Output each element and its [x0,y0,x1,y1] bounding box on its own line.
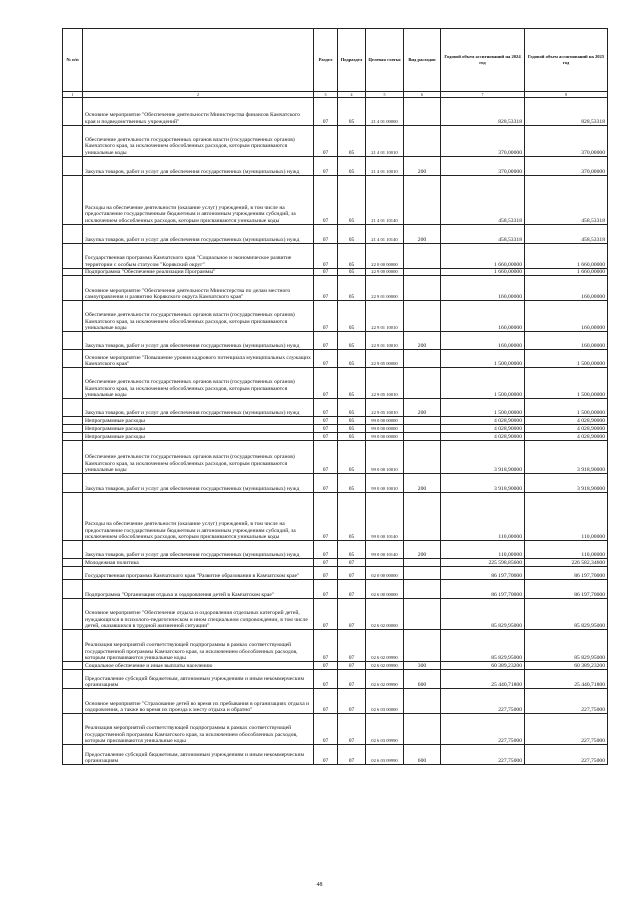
subsection-cell: 07 [338,580,366,599]
expense-type-cell [404,599,441,630]
row-number-cell [63,269,83,276]
expense-name-cell: Непрограммные расходы [83,433,314,441]
row-number-cell [63,714,83,745]
amount-2025-cell: 1 500,00000 [525,350,608,368]
subsection-cell: 05 [338,225,366,244]
subsection-cell: 05 [338,350,366,368]
table-body [63,98,608,765]
row-number-cell [63,599,83,630]
subsection-cell: 07 [338,567,366,580]
expense-type-cell: 600 [404,745,441,765]
expense-name-cell: Предоставление субсидий бюджетным, автономным учреждениям и иным некоммерческим организациям [83,670,314,689]
expense-type-cell [404,567,441,580]
section-cell: 07 [314,399,338,417]
column-number: 6 [404,92,441,98]
column-number: 1 [63,92,83,98]
expense-type-cell [404,417,441,425]
subsection-cell: 05 [338,157,366,176]
expense-type-cell: 200 [404,225,441,244]
amount-2025-cell: 86 197,70000 [525,567,608,580]
expense-type-cell [404,368,441,399]
table-row [63,126,608,157]
table-row [63,599,608,630]
expense-name-cell: Закупка товаров, работ и услуг для обеспечения государственных (муниципальных) нужд [83,474,314,493]
amount-2024-cell: 458,53318 [441,225,525,244]
amount-2025-cell: 4 028,90000 [525,425,608,433]
expense-name-cell: Государственная программа Камчатского края "Развитие образования в Камчатском крае" [83,567,314,580]
target-article-cell: 99 0 00 10010 [366,441,404,474]
section-cell: 07 [314,368,338,399]
section-cell: 07 [314,689,338,714]
section-cell: 07 [314,244,338,269]
section-cell: 07 [314,599,338,630]
header-row [63,29,608,92]
table-row [63,425,608,433]
column-number: 7 [441,92,525,98]
target-article-cell: 22 9 01 00000 [366,276,404,301]
target-article-cell [366,559,404,567]
amount-2024-cell: 85 829,95000 [441,599,525,630]
header-num: № п/п [63,29,83,92]
expense-name-cell: Основное мероприятие "Повышение уровня кадрового потенциала муниципальных служащих Камчатского края" [83,350,314,368]
amount-2025-cell: 85 829,95000 [525,599,608,630]
row-number-cell [63,559,83,567]
target-article-cell: 22 0 00 00000 [366,244,404,269]
row-number-cell [63,368,83,399]
subsection-cell: 05 [338,441,366,474]
table-row [63,350,608,368]
row-number-cell [63,332,83,350]
section-cell: 07 [314,474,338,493]
expense-type-cell: 300 [404,662,441,670]
subsection-cell: 05 [338,176,366,225]
amount-2025-cell: 85 829,95000 [525,630,608,662]
expense-name-cell: Основное мероприятие "Обеспечение деятельности Министерства финансов Камчатского края и подведомственных учреждений" [83,98,314,126]
amount-2024-cell: 1 660,00000 [441,269,525,276]
header-2025: Годовой объем ассигнований на 2025 год [525,29,608,92]
subsection-cell: 05 [338,276,366,301]
table-row [63,541,608,559]
section-cell: 07 [314,662,338,670]
target-article-cell: 02 0 00 00000 [366,567,404,580]
expense-type-cell [404,630,441,662]
expense-name-cell: Молодежная политика [83,559,314,567]
expense-name-cell: Предоставление субсидий бюджетным, автономным учреждениям и иным некоммерческим организациям [83,745,314,765]
amount-2025-cell: 3 918,90000 [525,441,608,474]
row-number-cell [63,126,83,157]
section-cell: 07 [314,157,338,176]
expense-name-cell: Закупка товаров, работ и услуг для обеспечения государственных (муниципальных) нужд [83,399,314,417]
column-number: 5 [366,92,404,98]
table-row [63,269,608,276]
expense-type-cell: 200 [404,332,441,350]
subsection-cell: 05 [338,244,366,269]
subsection-cell: 05 [338,425,366,433]
amount-2024-cell: 1 660,00000 [441,244,525,269]
row-number-cell [63,350,83,368]
expense-name-cell: Государственная программа Камчатского края "Социальное и экономическое развитие территории с особым статусом "Корякский округ" [83,244,314,269]
expense-name-cell: Непрограммные расходы [83,425,314,433]
section-cell: 07 [314,541,338,559]
expense-type-cell [404,714,441,745]
target-article-cell: 02 6 02 00000 [366,599,404,630]
amount-2025-cell: 4 028,90000 [525,417,608,425]
table-row [63,399,608,417]
row-number-cell [63,630,83,662]
amount-2024-cell: 86 197,70000 [441,580,525,599]
target-article-cell: 02 6 00 00000 [366,580,404,599]
expense-name-cell: Обеспечение деятельности государственных органов власти (государственных органов) Камчатского края, за исключением обособленных расходов, которым присваиваются уникальные коды [83,441,314,474]
subsection-cell: 07 [338,599,366,630]
table-row [63,176,608,225]
section-cell: 07 [314,176,338,225]
amount-2024-cell: 3 918,90000 [441,441,525,474]
section-cell: 07 [314,417,338,425]
amount-2025-cell: 1 660,00000 [525,269,608,276]
section-cell: 07 [314,670,338,689]
row-number-cell [63,301,83,332]
section-cell: 07 [314,126,338,157]
amount-2025-cell: 3 918,90000 [525,474,608,493]
amount-2025-cell: 227,75000 [525,689,608,714]
section-cell: 07 [314,580,338,599]
amount-2024-cell: 828,53318 [441,98,525,126]
row-number-cell [63,441,83,474]
amount-2025-cell: 110,00000 [525,493,608,541]
page-number: 48 [316,882,323,888]
expense-type-cell: 600 [404,670,441,689]
expense-name-cell: Закупка товаров, работ и услуг для обеспечения государственных (муниципальных) нужд [83,332,314,350]
amount-2025-cell: 160,00000 [525,301,608,332]
table-row [63,580,608,599]
subsection-cell: 05 [338,493,366,541]
table-row [63,368,608,399]
expense-type-cell: 200 [404,541,441,559]
table-row [63,474,608,493]
subsection-cell: 05 [338,301,366,332]
table-row [63,332,608,350]
expense-name-cell: Реализация мероприятий соответствующей подпрограммы в рамках соответствующей государственной программы Камчатского края, за исключением обособленных расходов, которым присваиваются уникальные коды [83,714,314,745]
expense-type-cell [404,559,441,567]
expense-type-cell: 200 [404,474,441,493]
amount-2025-cell: 1 500,00000 [525,368,608,399]
subsection-cell: 05 [338,332,366,350]
target-article-cell: 22 9 00 00000 [366,269,404,276]
expense-name-cell: Подпрограмма "Организация отдыха и оздоровления детей в Камчатском крае" [83,580,314,599]
expense-type-cell [404,269,441,276]
expense-name-cell: Закупка товаров, работ и услуг для обеспечения государственных (муниципальных) нужд [83,541,314,559]
section-cell: 07 [314,714,338,745]
table-row [63,157,608,176]
header-name [83,29,314,92]
column-number: 8 [525,92,608,98]
row-number-cell [63,745,83,765]
expense-name-cell: Закупка товаров, работ и услуг для обеспечения государственных (муниципальных) нужд [83,225,314,244]
target-article-cell: 99 0 00 00000 [366,417,404,425]
expense-type-cell [404,493,441,541]
row-number-cell [63,98,83,126]
section-cell: 07 [314,332,338,350]
target-article-cell: 02 6 03 09990 [366,745,404,765]
amount-2025-cell: 160,00000 [525,332,608,350]
table-row [63,670,608,689]
section-cell: 07 [314,350,338,368]
expense-type-cell: 200 [404,157,441,176]
amount-2024-cell: 4 028,90000 [441,433,525,441]
row-number-cell [63,662,83,670]
column-number: 3 [314,92,338,98]
table-row [63,433,608,441]
target-article-cell: 21 4 01 10140 [366,176,404,225]
amount-2025-cell: 226 582,34600 [525,559,608,567]
subsection-cell: 07 [338,689,366,714]
expense-type-cell [404,580,441,599]
expense-name-cell: Социальное обеспечение и иные выплаты населению [83,662,314,670]
section-cell: 07 [314,559,338,567]
target-article-cell: 02 6 02 09990 [366,630,404,662]
subsection-cell: 05 [338,368,366,399]
target-article-cell: 21 4 01 10010 [366,126,404,157]
amount-2024-cell: 458,53318 [441,176,525,225]
expense-name-cell: Основное мероприятие "Страхование детей во время их пребывания в организациях отдыха и оздоровления, а также во время их проезда к месту отдыха и обратно" [83,689,314,714]
row-number-cell [63,417,83,425]
table-row [63,225,608,244]
subsection-cell: 05 [338,399,366,417]
amount-2024-cell: 1 500,00000 [441,399,525,417]
expense-type-cell [404,126,441,157]
target-article-cell: 02 6 02 09990 [366,662,404,670]
row-number-cell [63,425,83,433]
target-article-cell: 22 9 05 10010 [366,399,404,417]
table-row [63,98,608,126]
row-number-cell [63,474,83,493]
amount-2024-cell: 1 500,00000 [441,368,525,399]
amount-2024-cell: 60 389,23200 [441,662,525,670]
table-row [63,567,608,580]
expense-name-cell: Обеспечение деятельности государственных органов власти (государственных органов) Камчатского края, за исключением обособленных расходов, которым присваиваются уникальные коды [83,301,314,332]
header-expense-type: Вид расходов [404,29,441,92]
amount-2025-cell: 110,00000 [525,541,608,559]
target-article-cell: 99 0 00 00000 [366,433,404,441]
target-article-cell: 22 9 01 10010 [366,332,404,350]
target-article-cell: 99 0 00 10140 [366,541,404,559]
row-number-cell [63,689,83,714]
subsection-cell: 07 [338,630,366,662]
table-row [63,276,608,301]
expense-type-cell [404,276,441,301]
row-number-cell [63,176,83,225]
expense-type-cell [404,176,441,225]
section-cell: 07 [314,745,338,765]
expense-name-cell: Подпрограмма "Обеспечение реализации Программы" [83,269,314,276]
amount-2024-cell: 370,00000 [441,126,525,157]
row-number-cell [63,670,83,689]
subsection-cell: 07 [338,559,366,567]
amount-2024-cell: 4 028,90000 [441,417,525,425]
section-cell: 07 [314,276,338,301]
expense-name-cell: Основное мероприятие "Обеспечение деятельности Министерства по делам местного самоуправления и развитию Корякского округа Камчатского края" [83,276,314,301]
table-row [63,745,608,765]
column-number: 2 [83,92,314,98]
target-article-cell: 02 6 02 09990 [366,670,404,689]
subsection-cell: 05 [338,474,366,493]
amount-2025-cell: 828,53318 [525,98,608,126]
amount-2024-cell: 370,00000 [441,157,525,176]
section-cell: 07 [314,425,338,433]
target-article-cell: 02 6 03 09990 [366,714,404,745]
expense-type-cell [404,301,441,332]
section-cell: 07 [314,98,338,126]
expense-type-cell [404,441,441,474]
amount-2024-cell: 160,00000 [441,332,525,350]
table-row [63,689,608,714]
row-number-cell [63,399,83,417]
header-section: Раздел [314,29,338,92]
expense-name-cell: Расходы на обеспечение деятельности (оказание услуг) учреждений, в том числе на предоставление государственным бюджетным и автономным учреждениям субсидий, за исключением обособленных расходов, которым присваиваются уникальные коды [83,176,314,225]
amount-2025-cell: 86 197,70000 [525,580,608,599]
target-article-cell: 99 0 00 10140 [366,493,404,541]
row-number-cell [63,157,83,176]
amount-2025-cell: 60 389,23200 [525,662,608,670]
table-row [63,301,608,332]
subsection-cell: 05 [338,433,366,441]
amount-2024-cell: 25 440,71800 [441,670,525,689]
subsection-cell: 05 [338,126,366,157]
subsection-cell: 07 [338,745,366,765]
amount-2025-cell: 160,00000 [525,276,608,301]
subsection-cell: 07 [338,714,366,745]
budget-table [62,28,608,765]
expense-type-cell [404,689,441,714]
amount-2024-cell: 225 598,85600 [441,559,525,567]
subsection-cell: 05 [338,98,366,126]
document-page [62,28,607,765]
target-article-cell: 22 9 05 00000 [366,350,404,368]
expense-name-cell: Обеспечение деятельности государственных органов власти (государственных органов) Камчатского края, за исключением обособленных расходов, которым присваиваются уникальные коды [83,126,314,157]
section-cell: 07 [314,630,338,662]
target-article-cell: 99 0 00 00000 [366,425,404,433]
amount-2025-cell: 227,75000 [525,714,608,745]
expense-name-cell: Непрограммные расходы [83,417,314,425]
expense-name-cell: Реализация мероприятий соответствующей подпрограммы в рамках соответствующей государственной программы Камчатского края, за исключением обособленных расходов, которым присваиваются уникальные коды [83,630,314,662]
subsection-cell: 07 [338,662,366,670]
expense-type-cell: 200 [404,399,441,417]
amount-2024-cell: 110,00000 [441,493,525,541]
target-article-cell: 21 4 01 10140 [366,225,404,244]
section-cell: 07 [314,441,338,474]
amount-2025-cell: 1 500,00000 [525,399,608,417]
amount-2025-cell: 4 028,90000 [525,433,608,441]
amount-2024-cell: 227,75000 [441,745,525,765]
table-row [63,559,608,567]
amount-2024-cell: 160,00000 [441,301,525,332]
expense-type-cell [404,350,441,368]
amount-2024-cell: 160,00000 [441,276,525,301]
expense-type-cell [404,98,441,126]
table-row [63,714,608,745]
table-row [63,662,608,670]
amount-2024-cell: 3 918,90000 [441,474,525,493]
section-cell: 07 [314,433,338,441]
amount-2024-cell: 227,75000 [441,689,525,714]
amount-2024-cell: 85 829,95000 [441,630,525,662]
subsection-cell: 05 [338,269,366,276]
subsection-cell: 05 [338,541,366,559]
target-article-cell: 02 6 03 00000 [366,689,404,714]
table-row [63,493,608,541]
section-cell: 07 [314,493,338,541]
row-number-cell [63,580,83,599]
expense-name-cell: Основное мероприятие "Обеспечение отдыха и оздоровления отдельных категорий детей, нуждающихся в психолого-педагогическом и ином специальном сопровождении, в том числе детей, оказавшихся в трудной жизненной ситуации" [83,599,314,630]
subsection-cell: 07 [338,670,366,689]
amount-2025-cell: 227,75000 [525,745,608,765]
row-number-cell [63,541,83,559]
row-number-cell [63,276,83,301]
section-cell: 07 [314,225,338,244]
table-row [63,441,608,474]
amount-2024-cell: 227,75000 [441,714,525,745]
amount-2025-cell: 370,00000 [525,126,608,157]
amount-2024-cell: 4 028,90000 [441,425,525,433]
expense-name-cell: Расходы на обеспечение деятельности (оказание услуг) учреждений, в том числе на предоставление государственным бюджетным и автономным учреждениям субсидий, за исключением обособленных расходов, которым присваиваются уникальные коды [83,493,314,541]
expense-type-cell [404,244,441,269]
section-cell: 07 [314,269,338,276]
amount-2025-cell: 458,53318 [525,225,608,244]
amount-2024-cell: 110,00000 [441,541,525,559]
row-number-cell [63,493,83,541]
expense-name-cell: Обеспечение деятельности государственных органов власти (государственных органов) Камчатского края, за исключением обособленных расходов, которым присваиваются уникальные коды [83,368,314,399]
header-target-article: Целевая статья [366,29,404,92]
amount-2025-cell: 1 660,00000 [525,244,608,269]
target-article-cell: 99 0 00 10010 [366,474,404,493]
amount-2025-cell: 458,53318 [525,176,608,225]
amount-2025-cell: 25 440,71800 [525,670,608,689]
section-cell: 07 [314,301,338,332]
table-row [63,630,608,662]
row-number-cell [63,244,83,269]
target-article-cell: 21 4 01 10010 [366,157,404,176]
section-cell: 07 [314,567,338,580]
amount-2024-cell: 86 197,70000 [441,567,525,580]
row-number-cell [63,567,83,580]
column-number: 4 [338,92,366,98]
row-number-cell [63,433,83,441]
row-number-cell [63,225,83,244]
amount-2025-cell: 370,00000 [525,157,608,176]
subsection-cell: 05 [338,417,366,425]
target-article-cell: 22 9 05 10010 [366,368,404,399]
expense-type-cell [404,433,441,441]
target-article-cell: 21 4 01 00000 [366,98,404,126]
expense-type-cell [404,425,441,433]
table-row [63,417,608,425]
amount-2024-cell: 1 500,00000 [441,350,525,368]
expense-name-cell: Закупка товаров, работ и услуг для обеспечения государственных (муниципальных) нужд [83,157,314,176]
target-article-cell: 22 9 01 10010 [366,301,404,332]
header-subsection: Подраздел [338,29,366,92]
table-row [63,244,608,269]
header-2024: Годовой объем ассигнований на 2024 год [441,29,525,92]
